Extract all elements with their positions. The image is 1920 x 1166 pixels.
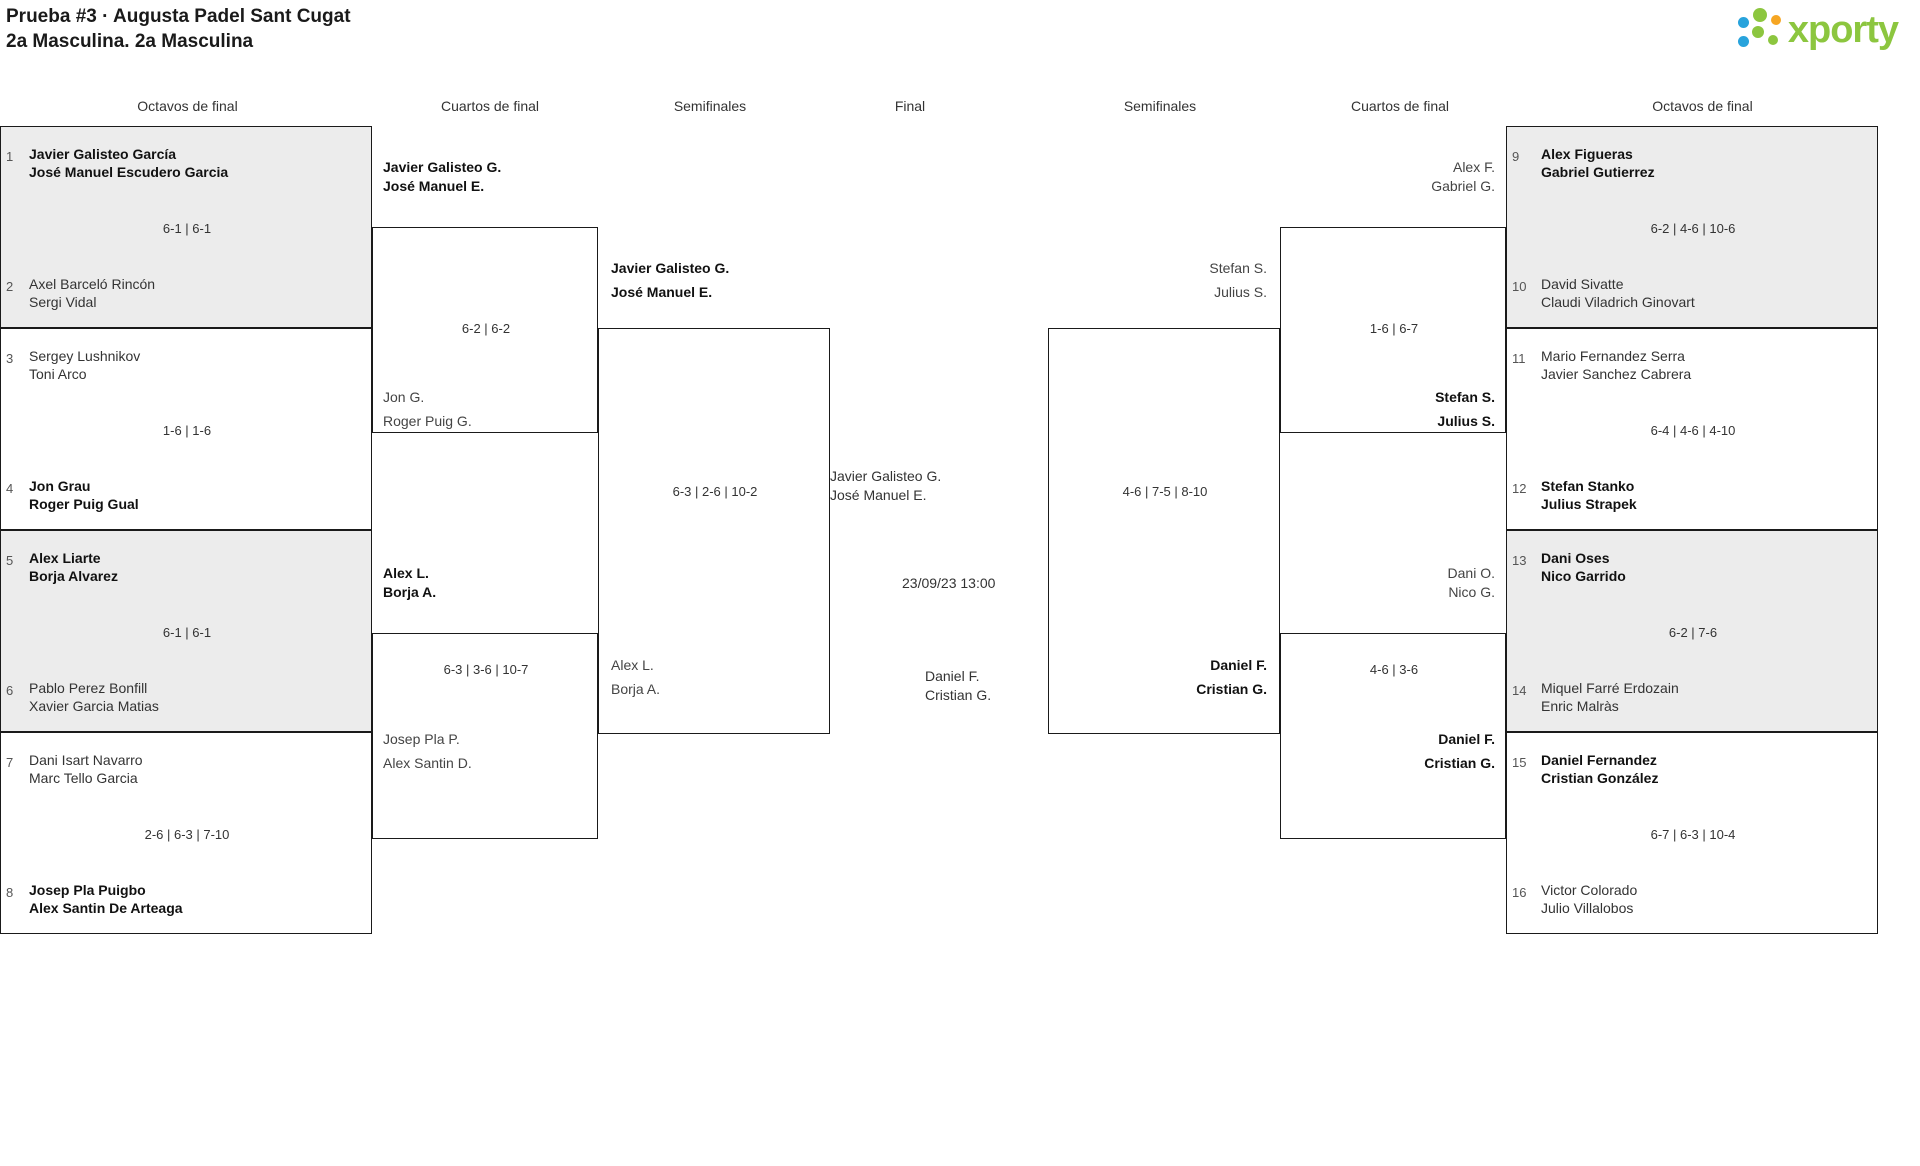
final-top-team-line2: José Manuel E.	[830, 487, 927, 503]
seed-number: 1	[6, 149, 14, 164]
team-name-line1: Stefan S.	[1209, 260, 1267, 276]
final-top-team-line1: Javier Galisteo G.	[830, 468, 942, 484]
round-label-left-r16: Octavos de final	[137, 98, 238, 114]
team-name-line1: Josep Pla P.	[383, 731, 460, 747]
team-name-line2: Cristian G.	[1196, 681, 1267, 697]
team-name-line2: Cristian G.	[1424, 755, 1495, 771]
seed-number: 6	[6, 683, 14, 698]
seed-number: 7	[6, 755, 14, 770]
round-label-right-r16: Octavos de final	[1652, 98, 1753, 114]
team-name-line2: Roger Puig Gual	[29, 496, 139, 512]
match-score: 6-1 | 6-1	[162, 221, 212, 236]
round-label-left-sf: Semifinales	[673, 98, 747, 114]
seed-number: 9	[1512, 149, 1520, 164]
match-left-r16-2[interactable]	[0, 328, 372, 530]
team-name-line2: Borja A.	[611, 681, 661, 697]
team-name-line2: José Manuel E.	[383, 178, 485, 194]
round-label-left-qf: Cuartos de final	[440, 98, 540, 114]
page-title	[6, 4, 351, 54]
team-name-line1: Josep Pla Puigbo	[29, 882, 146, 898]
team-name-line1: Alex Figueras	[1541, 146, 1633, 162]
match-right-qf-1[interactable]	[1280, 159, 1506, 433]
team-name-line2: Marc Tello Garcia	[29, 770, 138, 786]
team-name-line1: Victor Colorado	[1541, 882, 1638, 898]
team-name-line1: Mario Fernandez Serra	[1541, 348, 1685, 364]
match-score: 6-3 | 2-6 | 10-2	[672, 484, 758, 499]
seed-number: 11	[1512, 351, 1526, 366]
team-name-line2: Xavier Garcia Matias	[29, 698, 159, 714]
team-name-line1: Pablo Perez Bonfill	[29, 680, 148, 696]
team-name-line2: José Manuel E.	[611, 284, 713, 300]
team-name-line1: Dani O.	[1447, 565, 1495, 581]
seed-number: 5	[6, 553, 14, 568]
seed-number: 12	[1512, 481, 1527, 496]
team-name-line1: Dani Isart Navarro	[29, 752, 143, 768]
team-name-line1: Sergey Lushnikov	[29, 348, 141, 364]
team-name-line1: Stefan S.	[1435, 389, 1495, 405]
team-name-line2: Julius S.	[1214, 284, 1267, 300]
team-name-line2: Julius Strapek	[1541, 496, 1637, 512]
team-name-line2: José Manuel Escudero Garcia	[29, 164, 229, 180]
team-name-line1: Alex Liarte	[29, 550, 101, 566]
seed-number: 16	[1512, 885, 1527, 900]
team-name-line1: Javier Galisteo G.	[611, 260, 730, 276]
team-name-line1: David Sivatte	[1541, 276, 1624, 292]
match-right-sf[interactable]	[1048, 260, 1280, 734]
final-bottom-team-line2: Cristian G.	[925, 687, 992, 703]
xporty-logo	[1738, 8, 1898, 52]
team-name-line2: Cristian González	[1541, 770, 1659, 786]
seed-number: 8	[6, 885, 14, 900]
team-name-line1: Alex L.	[383, 565, 429, 581]
team-name-line2: Julius S.	[1437, 413, 1495, 429]
team-name-line1: Alex L.	[611, 657, 654, 673]
round-label-final: Final	[894, 98, 926, 114]
match-score: 6-4 | 4-6 | 4-10	[1650, 423, 1736, 438]
seed-number: 4	[6, 481, 14, 496]
team-name-line1: Daniel F.	[1210, 657, 1267, 673]
seed-number: 3	[6, 351, 14, 366]
match-score: 2-6 | 6-3 | 7-10	[144, 827, 230, 842]
team-name-line1: Dani Oses	[1541, 550, 1610, 566]
team-name-line2: Borja A.	[383, 584, 437, 600]
team-name-line1: Daniel F.	[1438, 731, 1495, 747]
match-score: 4-6 | 7-5 | 8-10	[1122, 484, 1208, 499]
match-left-r16-1[interactable]	[0, 126, 372, 328]
match-right-r16-3[interactable]	[1506, 530, 1878, 732]
match-score: 6-3 | 3-6 | 10-7	[443, 662, 529, 677]
match-left-sf[interactable]	[598, 260, 830, 734]
category-title: 2a Masculina. 2a Masculina	[6, 31, 254, 52]
match-score: 4-6 | 3-6	[1369, 662, 1419, 677]
match-score: 1-6 | 6-7	[1369, 321, 1419, 336]
match-score: 6-2 | 7-6	[1668, 625, 1718, 640]
team-name-line1: Alex F.	[1452, 159, 1495, 175]
team-name-line1: Javier Galisteo García	[29, 146, 177, 162]
team-name-line2: Borja Alvarez	[29, 568, 118, 584]
match-right-r16-4[interactable]	[1506, 732, 1878, 934]
match-right-r16-2[interactable]	[1506, 328, 1878, 530]
seed-number: 2	[6, 279, 14, 294]
team-name-line2: Javier Sanchez Cabrera	[1541, 366, 1692, 382]
match-left-qf-1[interactable]	[372, 159, 598, 433]
team-name-line2: Enric Malràs	[1541, 698, 1619, 714]
team-name-line2: Roger Puig G.	[383, 413, 472, 429]
final-datetime: 23/09/23 13:00	[902, 575, 996, 591]
team-name-line1: Axel Barceló Rincón	[29, 276, 156, 292]
match-right-qf-2[interactable]	[1280, 565, 1506, 839]
final-match[interactable]	[830, 455, 1060, 715]
match-left-r16-4[interactable]	[0, 732, 372, 934]
team-name-line1: Stefan Stanko	[1541, 478, 1635, 494]
team-name-line2: Nico Garrido	[1541, 568, 1626, 584]
match-score: 6-2 | 6-2	[461, 321, 511, 336]
team-name-line2: Toni Arco	[29, 366, 87, 382]
seed-number: 14	[1512, 683, 1527, 698]
final-bottom-team-line1: Daniel F.	[925, 668, 980, 684]
page-header	[0, 0, 1920, 86]
team-name-line2: Alex Santin De Arteaga	[29, 900, 183, 916]
team-name-line2: Julio Villalobos	[1541, 900, 1634, 916]
team-name-line1: Jon G.	[383, 389, 425, 405]
team-name-line2: Nico G.	[1448, 584, 1495, 600]
team-name-line1: Javier Galisteo G.	[383, 159, 502, 175]
tournament-title: Prueba #3 · Augusta Padel Sant Cugat	[6, 6, 351, 27]
round-label-right-sf: Semifinales	[1123, 98, 1197, 114]
team-name-line1: Daniel Fernandez	[1541, 752, 1657, 768]
seed-number: 13	[1512, 553, 1527, 568]
match-score: 6-1 | 6-1	[162, 625, 212, 640]
seed-number: 15	[1512, 755, 1527, 770]
logo-dots-icon	[1738, 8, 1782, 52]
team-name-line2: Alex Santin D.	[383, 755, 472, 771]
team-name-line2: Gabriel G.	[1431, 178, 1495, 194]
team-name-line1: Jon Grau	[29, 478, 91, 494]
match-score: 1-6 | 1-6	[162, 423, 212, 438]
match-right-r16-1[interactable]	[1506, 126, 1878, 328]
team-name-line2: Claudi Viladrich Ginovart	[1541, 294, 1695, 310]
match-score: 6-2 | 4-6 | 10-6	[1650, 221, 1736, 236]
team-name-line2: Sergi Vidal	[29, 294, 97, 310]
team-name-line1: Miquel Farré Erdozain	[1541, 680, 1679, 696]
match-score: 6-7 | 6-3 | 10-4	[1650, 827, 1736, 842]
match-left-qf-2[interactable]	[372, 565, 598, 839]
logo-text: xporty	[1787, 8, 1898, 51]
round-label-right-qf: Cuartos de final	[1350, 98, 1450, 114]
team-name-line2: Gabriel Gutierrez	[1541, 164, 1655, 180]
match-left-r16-3[interactable]	[0, 530, 372, 732]
seed-number: 10	[1512, 279, 1527, 294]
